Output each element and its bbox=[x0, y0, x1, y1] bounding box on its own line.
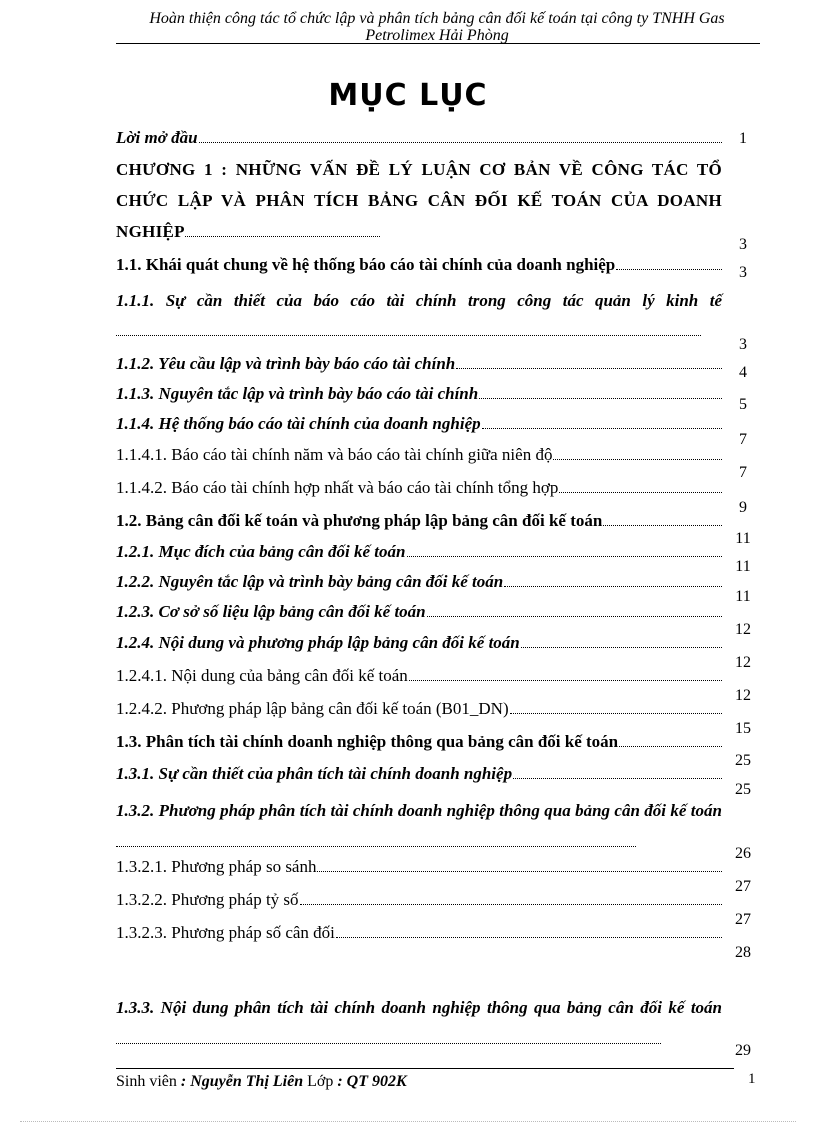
dot-leader bbox=[479, 398, 722, 399]
toc-entry-title: 1.2.4.2. Phương pháp lập bảng cân đối kế toán (B01_DN) bbox=[116, 699, 509, 718]
toc-entry-1-2-2[interactable] bbox=[116, 572, 758, 605]
toc-page-number: 4 bbox=[739, 364, 747, 381]
toc-page-number: 1 bbox=[739, 130, 747, 147]
class-value: : QT 902K bbox=[337, 1073, 407, 1090]
toc-entry-1-3-1[interactable] bbox=[116, 764, 758, 798]
dot-leader bbox=[116, 1043, 661, 1044]
student-name: : Nguyễn Thị Liên bbox=[180, 1073, 304, 1090]
student-label: Sinh viên bbox=[116, 1073, 177, 1090]
toc-entry-title: 1.1.4. Hệ thống báo cáo tài chính của doanh nghiệp bbox=[116, 414, 481, 433]
toc-page-number: 3 bbox=[739, 236, 747, 253]
toc-entry-title: 1.3.2. Phương pháp phân tích tài chính doanh nghiệp thông qua bảng cân đối kế toán bbox=[116, 795, 722, 857]
dot-leader bbox=[407, 556, 723, 557]
toc-page-number: 3 bbox=[739, 336, 747, 353]
dot-leader bbox=[603, 525, 722, 526]
toc-entry-1-2-3[interactable] bbox=[116, 602, 758, 638]
page-edge bbox=[20, 1121, 796, 1122]
dot-leader bbox=[336, 937, 722, 938]
toc-page-number: 11 bbox=[735, 588, 751, 605]
dot-leader bbox=[116, 846, 636, 847]
toc-entry-title: 1.2.1. Mục đích của bảng cân đối kế toán bbox=[116, 542, 406, 561]
toc-entry-title: 1.3.2.2. Phương pháp tỷ số bbox=[116, 890, 299, 909]
toc-entry-chapter-1[interactable] bbox=[116, 154, 758, 253]
dot-leader bbox=[116, 335, 701, 336]
toc-entry-title: 1.1.4.1. Báo cáo tài chính năm và báo cáo tài chính giữa niên độ bbox=[116, 445, 553, 464]
dot-leader bbox=[482, 428, 722, 429]
dot-leader bbox=[553, 459, 722, 460]
toc-page-number: 25 bbox=[735, 752, 751, 769]
dot-leader bbox=[504, 586, 722, 587]
toc-page-number: 29 bbox=[735, 1042, 751, 1059]
dot-leader bbox=[559, 492, 722, 493]
toc-entry-1-1-2[interactable] bbox=[116, 354, 758, 384]
toc-page-number: 26 bbox=[735, 845, 751, 862]
toc-entry-title: 1.3.3. Nội dung phân tích tài chính doanh nghiệp thông qua bảng cân đối kế toán bbox=[116, 992, 722, 1054]
dot-leader bbox=[185, 236, 380, 237]
table-of-contents bbox=[116, 128, 758, 1059]
toc-page-number: 15 bbox=[735, 720, 751, 737]
dot-leader bbox=[317, 871, 722, 872]
toc-entry-title: 1.3.2.1. Phương pháp so sánh bbox=[116, 857, 317, 876]
toc-entry-title: 1.3.1. Sự cần thiết của phân tích tài chính doanh nghiệp bbox=[116, 764, 513, 783]
page-title: MỤC LỤC bbox=[328, 78, 488, 113]
toc-page-number: 5 bbox=[739, 396, 747, 413]
dot-leader bbox=[456, 368, 722, 369]
toc-entry-title: 1.2.4.1. Nội dung của bảng cân đối kế toán bbox=[116, 666, 408, 685]
toc-entry-title: 1.1.1. Sự cần thiết của báo cáo tài chính trong công tác quản lý kinh tế bbox=[116, 286, 722, 346]
toc-entry-title: CHƯƠNG 1 : NHỮNG VẤN ĐỀ LÝ LUẬN CƠ BẢN VỀ CÔNG TÁC TỔ CHỨC LẬP VÀ PHÂN TÍCH BẢNG CÂN ĐỐI KẾ TOÁN CỦA DOANH NGHIỆP bbox=[116, 160, 722, 241]
toc-entry-title: 1.3.2.3. Phương pháp số cân đối bbox=[116, 923, 335, 942]
toc-entry-title: 1.3. Phân tích tài chính doanh nghiệp thông qua bảng cân đối kế toán bbox=[116, 732, 619, 751]
page-number: 1 bbox=[748, 1071, 756, 1087]
toc-entry-1-1-3[interactable] bbox=[116, 384, 758, 414]
toc-entry-title: 1.1.2. Yêu cầu lập và trình bày báo cáo tài chính bbox=[116, 354, 456, 373]
toc-entry-1-2-4-1[interactable] bbox=[116, 666, 758, 704]
toc-page-number: 12 bbox=[735, 654, 751, 671]
toc-page-number: 27 bbox=[735, 911, 751, 928]
toc-entry-title: 1.2.2. Nguyên tắc lập và trình bày bảng cân đối kế toán bbox=[116, 572, 504, 591]
toc-entry-1-3-2-1[interactable] bbox=[116, 857, 758, 895]
toc-entry-1-1-4-2[interactable] bbox=[116, 478, 758, 516]
toc-page-number: 11 bbox=[735, 558, 751, 575]
toc-entry-1-3-2[interactable] bbox=[116, 795, 758, 862]
toc-page-number: 11 bbox=[735, 530, 751, 547]
toc-entry-1-2-1[interactable] bbox=[116, 542, 758, 575]
dot-leader bbox=[510, 713, 722, 714]
header-divider bbox=[116, 43, 760, 44]
dot-leader bbox=[199, 142, 722, 143]
dot-leader bbox=[300, 904, 722, 905]
toc-entry-title: 1.2.4. Nội dung và phương pháp lập bảng cân đối kế toán bbox=[116, 633, 520, 652]
toc-entry-1-1[interactable] bbox=[116, 255, 758, 284]
toc-entry-1-3-3[interactable] bbox=[116, 992, 758, 1059]
toc-entry-title: 1.2. Bảng cân đối kế toán và phương pháp lập bảng cân đối kế toán bbox=[116, 511, 603, 530]
toc-entry-1-1-4[interactable] bbox=[116, 414, 758, 448]
toc-page-number: 9 bbox=[739, 499, 747, 516]
toc-page-number: 27 bbox=[735, 878, 751, 895]
toc-page-number: 25 bbox=[735, 781, 751, 798]
footer-divider bbox=[116, 1068, 734, 1069]
toc-entry-1-1-4-1[interactable] bbox=[116, 445, 758, 481]
dot-leader bbox=[409, 680, 722, 681]
toc-page-number: 28 bbox=[735, 944, 751, 961]
toc-page-number: 7 bbox=[739, 464, 747, 481]
toc-entry-1-2[interactable] bbox=[116, 511, 758, 547]
toc-entry-1-2-4-2[interactable] bbox=[116, 699, 758, 737]
toc-entry-1-3[interactable] bbox=[116, 732, 758, 769]
toc-page-number: 7 bbox=[739, 431, 747, 448]
toc-page-number: 12 bbox=[735, 687, 751, 704]
toc-entry-title: 1.1. Khái quát chung về hệ thống báo cáo tài chính của doanh nghiệp bbox=[116, 255, 616, 274]
toc-page-number: 3 bbox=[739, 264, 747, 281]
dot-leader bbox=[521, 647, 722, 648]
class-label: Lớp bbox=[307, 1073, 334, 1090]
running-header: Hoàn thiện công tác tổ chức lập và phân tích bảng cân đối kế toán tại công ty TNHH Gas Petrolimex Hải Phòng bbox=[149, 10, 725, 44]
toc-entry-1-3-2-3[interactable] bbox=[116, 923, 758, 961]
dot-leader bbox=[616, 269, 722, 270]
dot-leader bbox=[427, 616, 722, 617]
toc-entry-title: 1.1.4.2. Báo cáo tài chính hợp nhất và báo cáo tài chính tổng hợp bbox=[116, 478, 559, 497]
dot-leader bbox=[513, 778, 722, 779]
toc-entry-title: 1.1.3. Nguyên tắc lập và trình bày báo cáo tài chính bbox=[116, 384, 479, 403]
toc-entry-1-2-4[interactable] bbox=[116, 633, 758, 671]
dot-leader bbox=[619, 746, 722, 747]
toc-entry-1-3-2-2[interactable] bbox=[116, 890, 758, 928]
footer bbox=[116, 1073, 407, 1091]
toc-entry-title: 1.2.3. Cơ sở số liệu lập bảng cân đối kế toán bbox=[116, 602, 426, 621]
toc-entry-1-1-1[interactable] bbox=[116, 286, 758, 353]
toc-entry-intro[interactable] bbox=[116, 128, 758, 154]
toc-entry-title: Lời mở đầu bbox=[116, 128, 198, 147]
toc-page-number: 12 bbox=[735, 621, 751, 638]
